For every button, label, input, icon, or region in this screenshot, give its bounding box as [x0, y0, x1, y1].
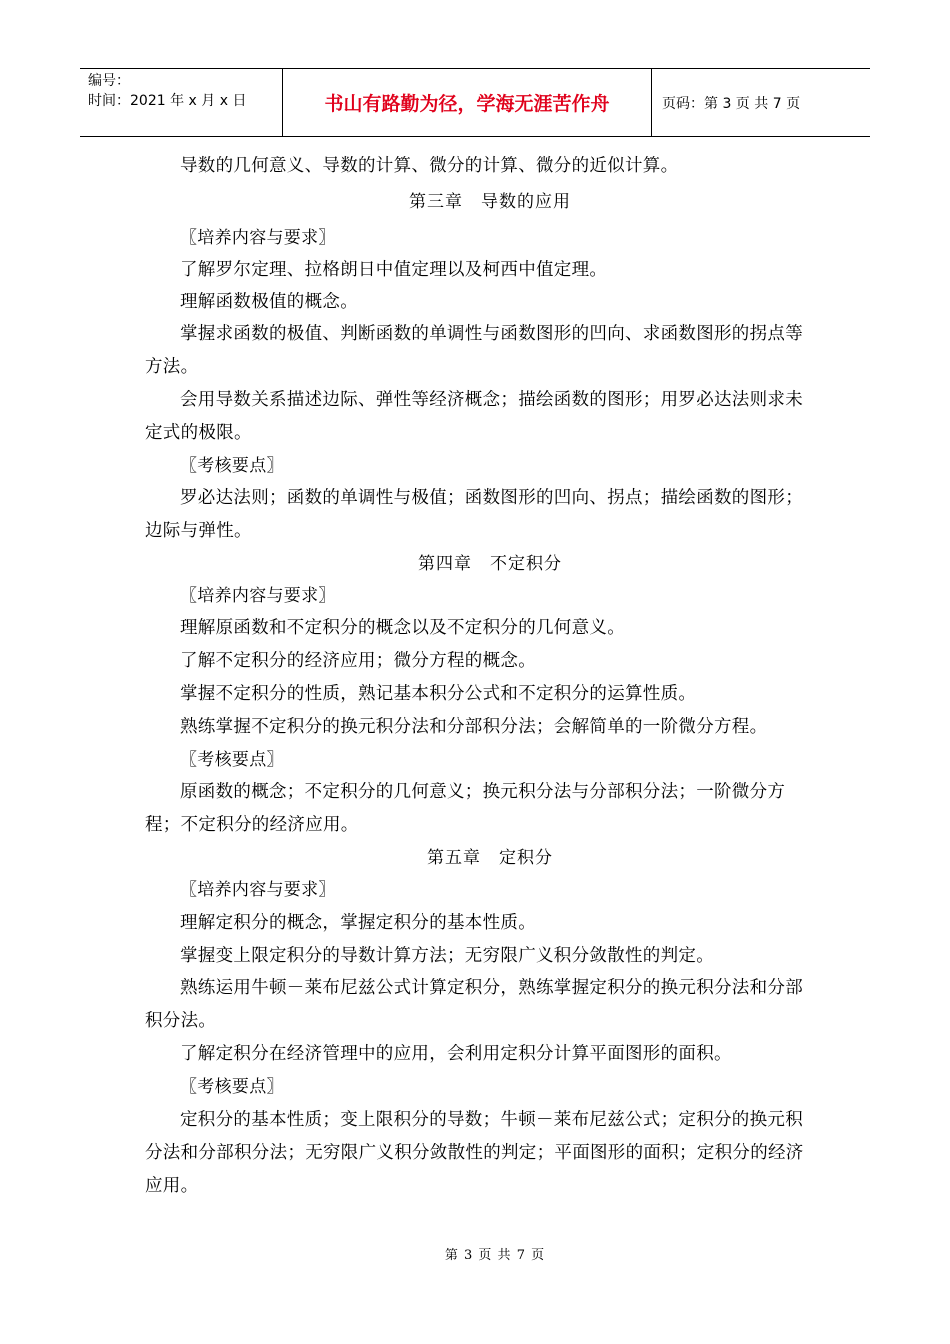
section-label: 〖考核要点〗	[180, 750, 284, 770]
paragraph: 理解定积分的概念，掌握定积分的基本性质。	[180, 913, 536, 933]
paragraph: 原函数的概念；不定积分的几何意义；换元积分法与分部积分法；一阶微分方程；不定积分的经济应用。	[145, 782, 786, 835]
page-footer: 第 3 页 共 7 页	[444, 1248, 546, 1263]
paragraph: 定积分的基本性质；变上限积分的导数；牛顿－莱布尼兹公式；定积分的换元积分法和分部积分法；无穷限广义积分敛散性的判定；平面图形的面积；定积分的经济应用。	[145, 1110, 804, 1196]
paragraph: 掌握求函数的极值、判断函数的单调性与函数图形的凹向、求函数图形的拐点等方法。	[145, 324, 803, 377]
section-label: 〖考核要点〗	[180, 1077, 284, 1097]
header-page-info: 页码：第 3 页 共 7 页	[662, 95, 801, 112]
document-number: 编号：	[88, 73, 130, 89]
paragraph: 理解函数极值的概念。	[180, 292, 358, 312]
paragraph: 导数的几何意义、导数的计算、微分的计算、微分的近似计算。	[180, 156, 679, 176]
document-date: 时间：2021 年 x 月 x 日	[88, 93, 247, 109]
paragraph: 罗必达法则；函数的单调性与极值；函数图形的凹向、拐点；描绘函数的图形；边际与弹性。	[145, 488, 803, 541]
paragraph: 掌握变上限定积分的导数计算方法；无穷限广义积分敛散性的判定。	[180, 946, 714, 966]
paragraph: 理解原函数和不定积分的概念以及不定积分的几何意义。	[180, 618, 625, 638]
page-header	[80, 68, 870, 137]
chapter-heading: 第五章 定积分	[427, 848, 553, 868]
section-label: 〖培养内容与要求〗	[180, 228, 336, 248]
section-label: 〖培养内容与要求〗	[180, 880, 336, 900]
chapter-heading: 第三章 导数的应用	[409, 192, 571, 212]
header-meta	[80, 69, 282, 136]
paragraph: 熟练运用牛顿－莱布尼兹公式计算定积分，熟练掌握定积分的换元积分法和分部积分法。	[145, 978, 803, 1031]
paragraph: 了解定积分在经济管理中的应用，会利用定积分计算平面图形的面积。	[180, 1044, 732, 1064]
paragraph: 掌握不定积分的性质，熟记基本积分公式和不定积分的运算性质。	[180, 684, 697, 704]
section-label: 〖考核要点〗	[180, 456, 284, 476]
header-motto: 书山有路勤为径，学海无涯苦作舟	[282, 69, 652, 136]
paragraph: 会用导数关系描述边际、弹性等经济概念；描绘函数的图形；用罗必达法则求未定式的极限。	[145, 390, 803, 443]
paragraph: 了解罗尔定理、拉格朗日中值定理以及柯西中值定理。	[180, 260, 608, 280]
paragraph: 熟练掌握不定积分的换元积分法和分部积分法；会解简单的一阶微分方程。	[180, 717, 768, 737]
paragraph: 了解不定积分的经济应用；微分方程的概念。	[180, 651, 536, 671]
section-label: 〖培养内容与要求〗	[180, 586, 336, 606]
chapter-heading: 第四章 不定积分	[418, 554, 562, 574]
